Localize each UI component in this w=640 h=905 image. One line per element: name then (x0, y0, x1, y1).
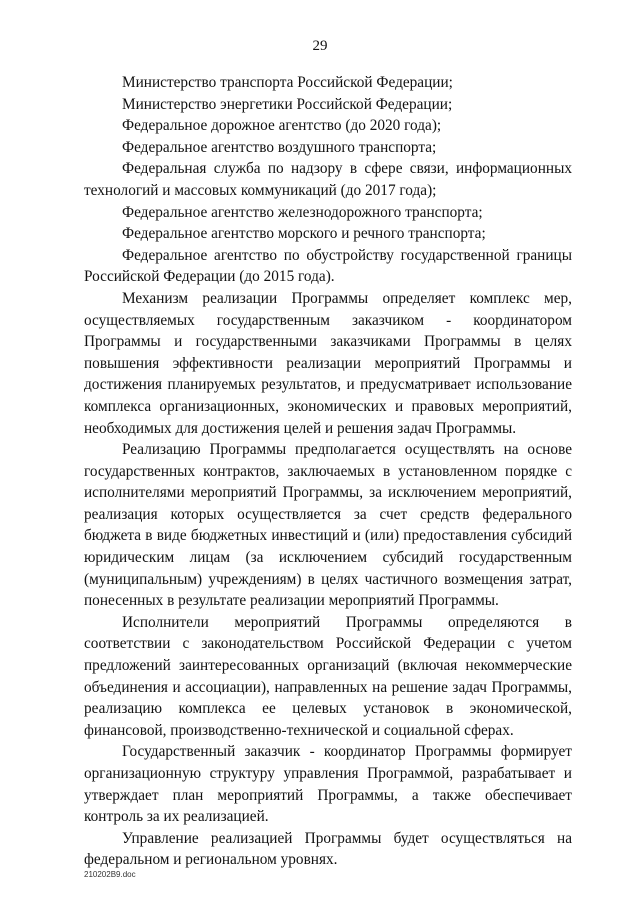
paragraph: Управление реализацией Программы будет осуществляться на федеральном и региональном уровнях. (84, 829, 572, 869)
paragraph: Исполнители мероприятий Программы определяются в соответствии с законодательством Российской Федерации с учетом предложений заинтересованных организаций (включая некоммерческие объединения и ассоциации), направленных на решение задач Программы, реализацию комплекса ее целевых установок в экономической, финансовой, производственно-технической и социальной сферах. (84, 613, 572, 739)
paragraph: Министерство энергетики Российской Федерации; (122, 95, 453, 113)
file-name-footer: 210202В9.doc (84, 870, 136, 879)
page-number: 29 (312, 38, 328, 54)
paragraph: Федеральное агентство морского и речного транспорта; (122, 225, 486, 243)
paragraph: Государственный заказчик - координатор Программы формирует организационную структуру управления Программой, разрабатывает и утверждает план мероприятий Программы, а также обеспечивает контроль за их реализацией. (84, 743, 572, 826)
paragraph: Федеральное агентство по обустройству государственной границы Российской Федерации (до 2015 года). (84, 246, 572, 286)
paragraph: Федеральное дорожное агентство (до 2020 года); (122, 117, 442, 135)
paragraph: Реализацию Программы предполагается осуществлять на основе государственных контрактов, заключаемых в установленном порядке с исполнителями мероприятий Программы, за исключением мероприятий, реализация которых осуществляется за счет средств федерального бюджета в виде бюджетных инвестиций и (или) предоставления субсидий юридическим лицам (за исключением субсидий государственным (муниципальным) учреждениям) в целях частичного возмещения затрат, понесенных в результате реализации мероприятий Программы. (84, 441, 572, 610)
paragraph: Механизм реализации Программы определяет комплекс мер, осуществляемых государственным заказчиком - координатором Программы и государственными заказчиками Программы в целях повышения эффективности реализации мероприятий Программы и достижения планируемых результатов, и предусматривает использование комплекса организационных, экономических и правовых мероприятий, необходимых для достижения целей и решения задач Программы. (84, 289, 572, 437)
paragraph: Федеральная служба по надзору в сфере связи, информационных технологий и массовых коммуникаций (до 2017 года); (84, 160, 572, 199)
paragraph: Министерство транспорта Российской Федерации; (122, 74, 453, 91)
document-body (84, 72, 572, 871)
paragraph: Федеральное агентство железнодорожного транспорта; (122, 203, 483, 221)
paragraph: Федеральное агентство воздушного транспорта; (122, 138, 437, 156)
